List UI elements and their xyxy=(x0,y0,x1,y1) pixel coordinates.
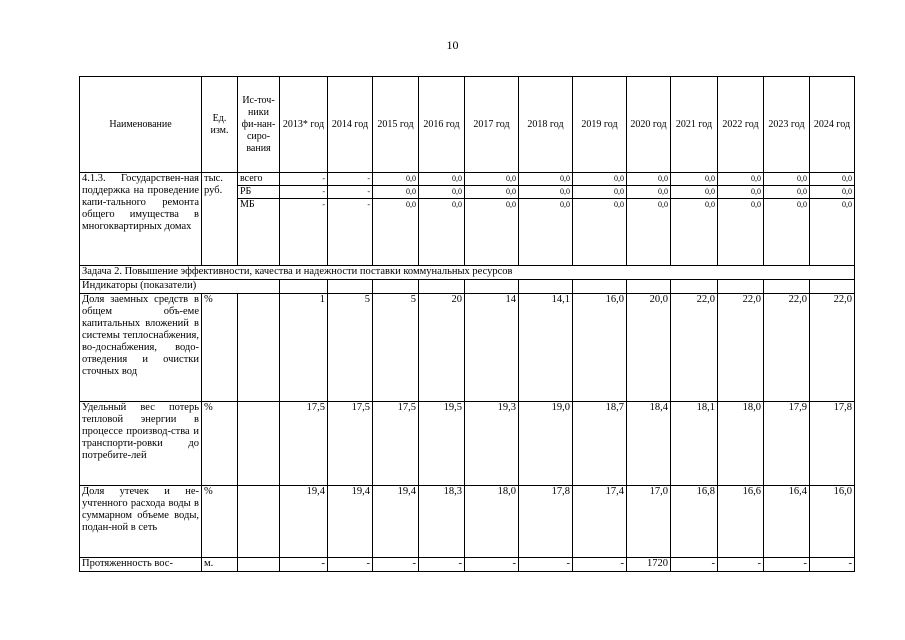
header-year: 2016 год xyxy=(419,77,465,173)
table-cell: 18,3 xyxy=(419,486,465,558)
table-cell: - xyxy=(419,558,465,572)
task-2-row xyxy=(80,266,855,280)
table-row xyxy=(80,486,855,558)
table-cell: 19,4 xyxy=(280,486,328,558)
header-name: Наименование xyxy=(80,77,202,173)
table-cell: 18,1 xyxy=(671,402,718,486)
table-cell: 1 xyxy=(280,294,328,402)
table-cell: 16,8 xyxy=(671,486,718,558)
indicator-name: Доля заемных средств в общем объ-еме капитальных вложений в системы теплоснабжения, во-доснабжения, водо-отведения и очистки сточных вод xyxy=(80,294,202,402)
item-413-name: 4.1.3. Государствен-ная поддержка на проведение капи-тального ремонта общего имущества в многоквартирных домах xyxy=(80,173,202,266)
table-cell: 0,0 xyxy=(465,186,519,199)
table-cell: 0,0 xyxy=(718,199,764,266)
table-cell: 0,0 xyxy=(465,173,519,186)
table-cell: 17,5 xyxy=(328,402,373,486)
table-cell: 0,0 xyxy=(627,186,671,199)
table-cell: 18,4 xyxy=(627,402,671,486)
indicator-name: Протяженность вос- xyxy=(80,558,202,572)
table-cell: 17,8 xyxy=(810,402,855,486)
table-cell: 20,0 xyxy=(627,294,671,402)
table-cell: - xyxy=(573,558,627,572)
table-cell: 0,0 xyxy=(373,186,419,199)
indicator-unit: % xyxy=(202,402,238,486)
table-cell: 17,8 xyxy=(519,486,573,558)
table-cell: 0,0 xyxy=(519,199,573,266)
header-row xyxy=(80,77,855,173)
item-413-row-total xyxy=(80,173,855,186)
source-label: всего xyxy=(238,173,280,186)
table-cell: 19,5 xyxy=(419,402,465,486)
table-cell: 0,0 xyxy=(671,186,718,199)
table-cell: 0,0 xyxy=(465,199,519,266)
header-year: 2022 год xyxy=(718,77,764,173)
table-cell: 16,0 xyxy=(573,294,627,402)
indicators-title: Индикаторы (показатели) xyxy=(80,280,280,294)
indicator-name: Удельный вес потерь тепловой энергии в процессе производ-ства и транспорти-ровки до потребите-лей xyxy=(80,402,202,486)
table-cell: - xyxy=(328,199,373,266)
item-413-unit: тыс. руб. xyxy=(202,173,238,266)
header-year: 2017 год xyxy=(465,77,519,173)
header-year: 2024 год xyxy=(810,77,855,173)
table-cell: 0,0 xyxy=(419,186,465,199)
table-cell: 17,0 xyxy=(627,486,671,558)
table-cell: 17,5 xyxy=(280,402,328,486)
table-cell: 5 xyxy=(373,294,419,402)
table-cell: 14 xyxy=(465,294,519,402)
table-cell: 0,0 xyxy=(627,199,671,266)
header-year: 2019 год xyxy=(573,77,627,173)
table-cell: 0,0 xyxy=(519,173,573,186)
table-cell: 19,4 xyxy=(328,486,373,558)
table-cell: - xyxy=(328,558,373,572)
task-2-title: Задача 2. Повышение эффективности, качества и надежности поставки коммунальных ресурсов xyxy=(80,266,855,280)
table-cell: 0,0 xyxy=(373,199,419,266)
table-cell: 0,0 xyxy=(373,173,419,186)
indicator-name: Доля утечек и не-учтенного расхода воды в суммарном объеме воды, подан-ной в сеть xyxy=(80,486,202,558)
table-cell: 0,0 xyxy=(519,186,573,199)
table-cell: - xyxy=(718,558,764,572)
table-cell: 19,4 xyxy=(373,486,419,558)
table-cell: 18,0 xyxy=(465,486,519,558)
table-cell: 22,0 xyxy=(671,294,718,402)
table-cell: 0,0 xyxy=(627,173,671,186)
table-cell: 0,0 xyxy=(573,173,627,186)
table-cell: - xyxy=(519,558,573,572)
table-cell: 18,0 xyxy=(718,402,764,486)
table-cell: - xyxy=(328,186,373,199)
table-row xyxy=(80,294,855,402)
table-cell: 14,1 xyxy=(519,294,573,402)
table-cell: 22,0 xyxy=(810,294,855,402)
header-year: 2013* год xyxy=(280,77,328,173)
table-row xyxy=(80,402,855,486)
table-cell: 0,0 xyxy=(810,199,855,266)
table-cell: 16,4 xyxy=(764,486,810,558)
header-source: Ис-точ-ники фи-нан-сиро-вания xyxy=(238,77,280,173)
indicator-unit: м. xyxy=(202,558,238,572)
header-year: 2020 год xyxy=(627,77,671,173)
indicator-unit: % xyxy=(202,294,238,402)
table-cell: 0,0 xyxy=(810,186,855,199)
table-cell: 0,0 xyxy=(419,173,465,186)
source-label: МБ xyxy=(238,199,280,266)
table-cell: 17,9 xyxy=(764,402,810,486)
source-label: РБ xyxy=(238,186,280,199)
table-cell: - xyxy=(280,186,328,199)
table-cell: 19,0 xyxy=(519,402,573,486)
header-year: 2023 год xyxy=(764,77,810,173)
table-cell: - xyxy=(671,558,718,572)
table-cell: 0,0 xyxy=(419,199,465,266)
table-cell: 5 xyxy=(328,294,373,402)
table-cell: 18,7 xyxy=(573,402,627,486)
table-cell: 1720 xyxy=(627,558,671,572)
table-cell: 22,0 xyxy=(718,294,764,402)
table-cell: 16,6 xyxy=(718,486,764,558)
table-cell: 0,0 xyxy=(764,186,810,199)
table-cell: - xyxy=(280,173,328,186)
table-cell: 0,0 xyxy=(573,199,627,266)
table-cell: 0,0 xyxy=(764,173,810,186)
table-row xyxy=(80,558,855,572)
table-cell: 0,0 xyxy=(718,186,764,199)
table-cell: 22,0 xyxy=(764,294,810,402)
indicators-row xyxy=(80,280,855,294)
program-table xyxy=(79,76,855,572)
table-cell: 20 xyxy=(419,294,465,402)
table-cell: 0,0 xyxy=(718,173,764,186)
table-cell: 19,3 xyxy=(465,402,519,486)
header-year: 2014 год xyxy=(328,77,373,173)
table-cell: - xyxy=(810,558,855,572)
table-cell: 17,4 xyxy=(573,486,627,558)
header-year: 2015 год xyxy=(373,77,419,173)
table-cell: - xyxy=(465,558,519,572)
table-cell: - xyxy=(280,199,328,266)
table-cell: - xyxy=(764,558,810,572)
table-cell: 16,0 xyxy=(810,486,855,558)
table-cell: 0,0 xyxy=(671,199,718,266)
header-year: 2021 год xyxy=(671,77,718,173)
page-number: 10 xyxy=(446,38,459,52)
table-cell: 17,5 xyxy=(373,402,419,486)
table-cell: - xyxy=(373,558,419,572)
table-cell: 0,0 xyxy=(671,173,718,186)
header-unit: Ед. изм. xyxy=(202,77,238,173)
header-year: 2018 год xyxy=(519,77,573,173)
table-cell: - xyxy=(328,173,373,186)
table-cell: 0,0 xyxy=(810,173,855,186)
indicator-unit: % xyxy=(202,486,238,558)
table-cell: - xyxy=(280,558,328,572)
table-cell: 0,0 xyxy=(573,186,627,199)
table-cell: 0,0 xyxy=(764,199,810,266)
